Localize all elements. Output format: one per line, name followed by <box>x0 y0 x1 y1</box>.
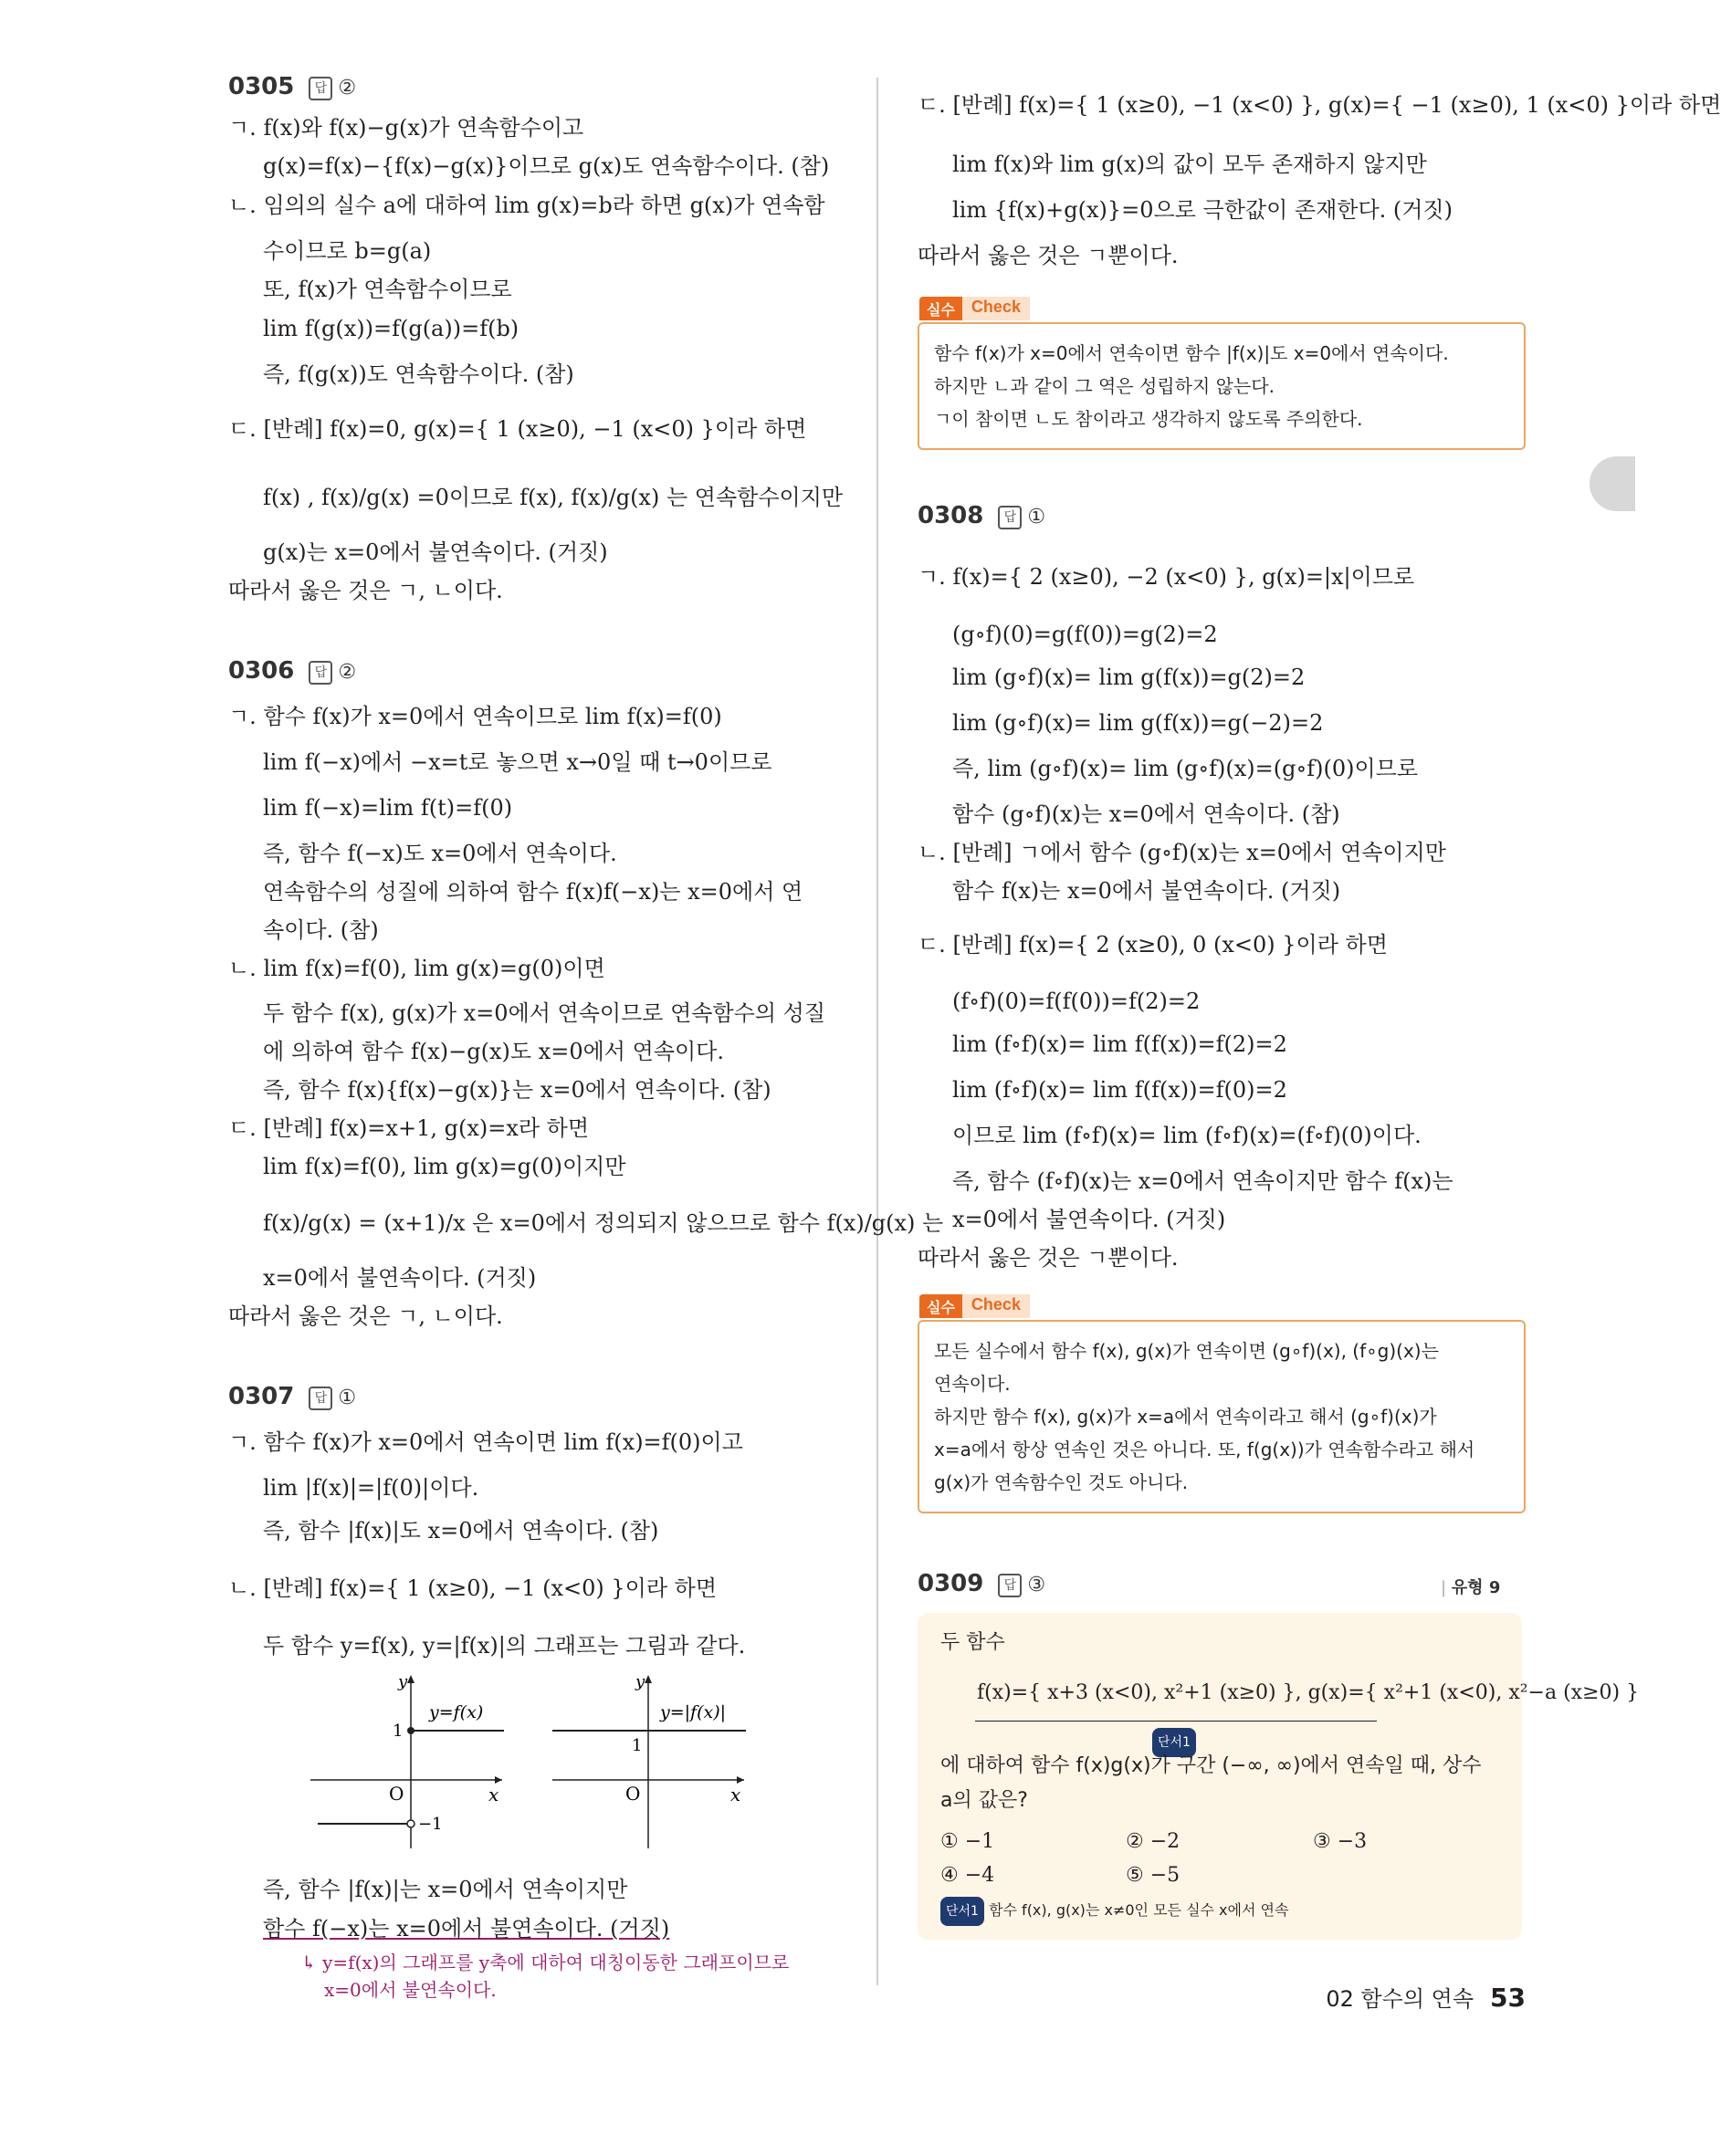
problem-question: 에 대하여 함수 f(x)g(x)가 구간 (−∞, ∞)에서 연속일 때, 상수 <box>940 1754 1482 1777</box>
check-content <box>918 322 1526 450</box>
solution-line: (f∘f)(0)=f(f(0))=f(2)=2 <box>952 989 1201 1014</box>
graph-abs-f <box>552 1672 746 1848</box>
annotation-note: ↳ y=f(x)의 그래프를 y축에 대하여 대칭이동한 그래프이므로 <box>301 1952 790 1973</box>
solution-line: ㄴ. [반례] f(x)={ 1 (x≥0), −1 (x<0) }이라 하면 <box>228 1575 718 1601</box>
solution-line: f(x)/g(x) = (x+1)/x 은 x=0에서 정의되지 않으므로 함수 f(x)/g(x) 는 <box>263 1210 944 1236</box>
solution-line: ㄷ. [반례] f(x)=x+1, g(x)=x라 하면 <box>228 1115 590 1141</box>
svg-text:1: 1 <box>632 1736 643 1755</box>
check-line: 연속이다. <box>934 1373 1011 1395</box>
solution-line: 함수 f(x)는 x=0에서 불연속이다. (거짓) <box>952 878 1341 904</box>
check-line: 하지만 함수 f(x), g(x)가 x=a에서 연속이라고 해서 (g∘f)(x)가 <box>934 1406 1437 1428</box>
problem-question: a의 값은? <box>940 1789 1028 1812</box>
svg-text:y: y <box>635 1672 645 1691</box>
solution-line: 연속함수의 성질에 의하여 함수 f(x)f(−x)는 x=0에서 연 <box>263 879 803 905</box>
check-line: 모든 실수에서 함수 f(x), g(x)가 연속이면 (g∘f)(x), (f∘g)(x)는 <box>934 1340 1439 1362</box>
check-tag-korean: 실수 <box>919 1294 962 1318</box>
solution-line: ㄴ. [반례] ㄱ에서 함수 (g∘f)(x)는 x=0에서 연속이지만 <box>918 840 1446 865</box>
solution-line: ㄱ. 함수 f(x)가 x=0에서 연속이므로 lim f(x)=f(0) <box>228 704 722 729</box>
problem-header <box>228 1383 356 1412</box>
problem-number: 0306 <box>228 657 295 685</box>
check-tag-english: Check <box>962 1294 1030 1318</box>
solution-line: 즉, 함수 f(−x)도 x=0에서 연속이다. <box>263 841 617 866</box>
solution-line: lim |f(x)|=|f(0)|이다. <box>263 1475 479 1501</box>
choice-3: ③ −3 <box>1313 1830 1368 1853</box>
answer-badge: 답 <box>998 1574 1022 1597</box>
problem-number: 0305 <box>228 73 295 100</box>
svg-text:x: x <box>488 1784 499 1805</box>
problem-header <box>918 502 1045 531</box>
svg-text:−1: −1 <box>418 1815 443 1834</box>
solution-line: lim f(−x)에서 −x=t로 놓으면 x→0일 때 t→0이므로 <box>263 749 772 775</box>
solution-line: ㄱ. 함수 f(x)가 x=0에서 연속이면 lim f(x)=f(0)이고 <box>228 1429 743 1455</box>
answer: ② <box>338 661 357 684</box>
solution-line: lim f(g(x))=f(g(a))=f(b) <box>263 316 519 341</box>
solution-line: ㄱ. f(x)={ 2 (x≥0), −2 (x<0) }, g(x)=|x|이므로 <box>918 564 1415 590</box>
answer: ① <box>338 1387 357 1409</box>
problem-functions: f(x)={ x+3 (x<0), x²+1 (x≥0) }, g(x)={ x²+1 (x<0), x²−a (x≥0) } <box>977 1681 1640 1704</box>
solution-line: g(x)는 x=0에서 불연속이다. (거짓) <box>263 539 608 565</box>
answer: ③ <box>1027 1574 1046 1596</box>
solution-line: 함수 f(−x)는 x=0에서 불연속이다. (거짓) <box>263 1916 670 1941</box>
problem-number: 0309 <box>918 1570 984 1597</box>
solution-line: g(x)=f(x)−{f(x)−g(x)}이므로 g(x)도 연속함수이다. (참) <box>263 153 830 179</box>
solution-line: 즉, 함수 |f(x)|도 x=0에서 연속이다. (참) <box>263 1518 659 1544</box>
solution-line: lim f(−x)=lim f(t)=f(0) <box>263 795 513 821</box>
page-footer <box>1326 1981 1526 2013</box>
answer: ① <box>1027 506 1046 529</box>
column-divider <box>876 78 878 1985</box>
solution-line: ㄷ. [반례] f(x)=0, g(x)={ 1 (x≥0), −1 (x<0) }이라 하면 <box>228 416 807 442</box>
hint-tag: 단서1 <box>940 1897 984 1926</box>
check-tag-korean: 실수 <box>919 297 962 320</box>
solution-line: 수이므로 b=g(a) <box>263 238 432 264</box>
annotation-text: y=f(x)의 그래프를 y축에 대하여 대칭이동한 그래프이므로 <box>322 1952 790 1973</box>
check-tag-english: Check <box>962 297 1030 320</box>
solution-line: lim (f∘f)(x)= lim f(f(x))=f(2)=2 <box>952 1031 1287 1057</box>
underline-divider <box>975 1721 1377 1722</box>
solution-line: ㄷ. [반례] f(x)={ 2 (x≥0), 0 (x<0) }이라 하면 <box>918 932 1388 958</box>
annotation-text: x=0에서 불연속이다. <box>324 1979 497 2001</box>
solution-line: lim (f∘f)(x)= lim f(f(x))=f(0)=2 <box>952 1077 1287 1103</box>
graph-figure <box>310 1670 785 1853</box>
solution-line: 이므로 lim (f∘f)(x)= lim (f∘f)(x)=(f∘f)(0)이다. <box>952 1123 1422 1148</box>
check-line: 함수 f(x)가 x=0에서 연속이면 함수 |f(x)|도 x=0에서 연속이다. <box>934 342 1449 364</box>
svg-text:O: O <box>625 1783 641 1805</box>
solution-line: lim f(x)와 lim g(x)의 값이 모두 존재하지 않지만 <box>952 152 1427 177</box>
answer-badge: 답 <box>309 661 332 685</box>
check-content <box>918 1320 1526 1513</box>
check-tag <box>919 1294 1030 1318</box>
solution-line: lim f(x)=f(0), lim g(x)=g(0)이지만 <box>263 1154 626 1179</box>
answer-badge: 답 <box>998 506 1022 529</box>
page-number: 53 <box>1490 1983 1526 2013</box>
solution-line: ㄱ. f(x)와 f(x)−g(x)가 연속함수이고 <box>228 115 584 141</box>
solution-line: 두 함수 f(x), g(x)가 x=0에서 연속이므로 연속함수의 성질 <box>263 1000 826 1026</box>
footer-chapter: 02 함수의 연속 <box>1326 1986 1474 2012</box>
solution-line: x=0에서 불연속이다. (거짓) <box>263 1265 537 1291</box>
problem-header <box>918 1570 1045 1599</box>
solution-line: 즉, lim (g∘f)(x)= lim (g∘f)(x)=(g∘f)(0)이므로 <box>952 756 1419 781</box>
problem-number: 0308 <box>918 502 984 529</box>
hint-tag: 단서1 <box>1152 1728 1196 1757</box>
graph-f-label: y=f(x) <box>429 1702 484 1722</box>
solution-line: lim (g∘f)(x)= lim g(f(x))=g(−2)=2 <box>952 710 1324 736</box>
solution-line: 함수 (g∘f)(x)는 x=0에서 연속이다. (참) <box>952 801 1340 827</box>
check-line: ㄱ이 참이면 ㄴ도 참이라고 생각하지 않도록 주의한다. <box>934 408 1363 430</box>
solution-line: 즉, f(g(x))도 연속함수이다. (참) <box>263 361 574 387</box>
choice-2: ② −2 <box>1126 1830 1181 1853</box>
solution-line: 따라서 옳은 것은 ㄱ뿐이다. <box>918 1245 1179 1271</box>
solution-line: 따라서 옳은 것은 ㄱ, ㄴ이다. <box>228 1303 503 1329</box>
choice-4: ④ −4 <box>940 1864 995 1887</box>
solution-line: 속이다. (참) <box>263 917 379 943</box>
solution-line: x=0에서 불연속이다. (거짓) <box>952 1207 1226 1232</box>
answer-badge: 답 <box>309 77 332 100</box>
solution-line: 즉, 함수 (f∘f)(x)는 x=0에서 연속이지만 함수 f(x)는 <box>952 1168 1453 1194</box>
type-tag: | 유형 9 <box>1441 1578 1501 1597</box>
choice-1: ① −1 <box>940 1830 995 1853</box>
svg-text:x: x <box>730 1784 741 1805</box>
solution-line: lim {f(x)+g(x)}=0으로 극한값이 존재한다. (거짓) <box>952 197 1453 223</box>
answer: ② <box>338 77 357 99</box>
solution-line: lim (g∘f)(x)= lim g(f(x))=g(2)=2 <box>952 665 1306 690</box>
answer-badge: 답 <box>309 1387 332 1410</box>
solution-line: 에 의하여 함수 f(x)−g(x)도 x=0에서 연속이다. <box>263 1039 724 1064</box>
solution-line: (g∘f)(0)=g(f(0))=g(2)=2 <box>952 622 1218 647</box>
graph-abs-f-label: y=|f(x)| <box>660 1702 727 1722</box>
choice-5: ⑤ −5 <box>1126 1864 1181 1887</box>
problem-header <box>228 73 356 102</box>
svg-text:1: 1 <box>393 1722 404 1741</box>
solution-line: ㄷ. [반례] f(x)={ 1 (x≥0), −1 (x<0) }, g(x)={ −1 (x≥0), 1 (x<0) }이라 하면 <box>918 92 1721 118</box>
check-line: x=a에서 항상 연속인 것은 아니다. 또, f(g(x))가 연속함수라고 해서 <box>934 1439 1475 1460</box>
svg-text:y: y <box>398 1672 408 1691</box>
solution-line: 또, f(x)가 연속함수이므로 <box>263 277 512 302</box>
problem-number: 0307 <box>228 1383 295 1410</box>
solution-line: 두 함수 y=f(x), y=|f(x)|의 그래프는 그림과 같다. <box>263 1633 746 1659</box>
hint-text: 함수 f(x), g(x)는 x≠0인 모든 실수 x에서 연속 <box>989 1901 1289 1919</box>
solution-line: ㄴ. lim f(x)=f(0), lim g(x)=g(0)이면 <box>228 956 605 981</box>
solution-line: 즉, 함수 f(x){f(x)−g(x)}는 x=0에서 연속이다. (참) <box>263 1077 771 1103</box>
solution-line: 즉, 함수 |f(x)|는 x=0에서 연속이지만 <box>263 1877 628 1902</box>
check-line: g(x)가 연속함수인 것도 아니다. <box>934 1471 1189 1493</box>
problem-intro: 두 함수 <box>940 1631 1005 1654</box>
problem-header <box>228 657 356 686</box>
chapter-side-tab <box>1590 456 1635 511</box>
check-tag <box>919 297 1030 320</box>
solution-line: f(x) , f(x)/g(x) =0이므로 f(x), f(x)/g(x) 는 연속함수이지만 <box>263 485 844 510</box>
hint-line <box>940 1897 1288 1926</box>
graph-f <box>310 1672 504 1848</box>
solution-line: ㄴ. 임의의 실수 a에 대하여 lim g(x)=b라 하면 g(x)가 연속함 <box>228 193 825 218</box>
svg-text:O: O <box>389 1783 404 1805</box>
solution-line: 따라서 옳은 것은 ㄱ, ㄴ이다. <box>228 578 503 603</box>
check-line: 하지만 ㄴ과 같이 그 역은 성립하지 않는다. <box>934 375 1275 397</box>
solution-line: 따라서 옳은 것은 ㄱ뿐이다. <box>918 243 1179 268</box>
type-tag-label: 유형 9 <box>1451 1578 1501 1597</box>
